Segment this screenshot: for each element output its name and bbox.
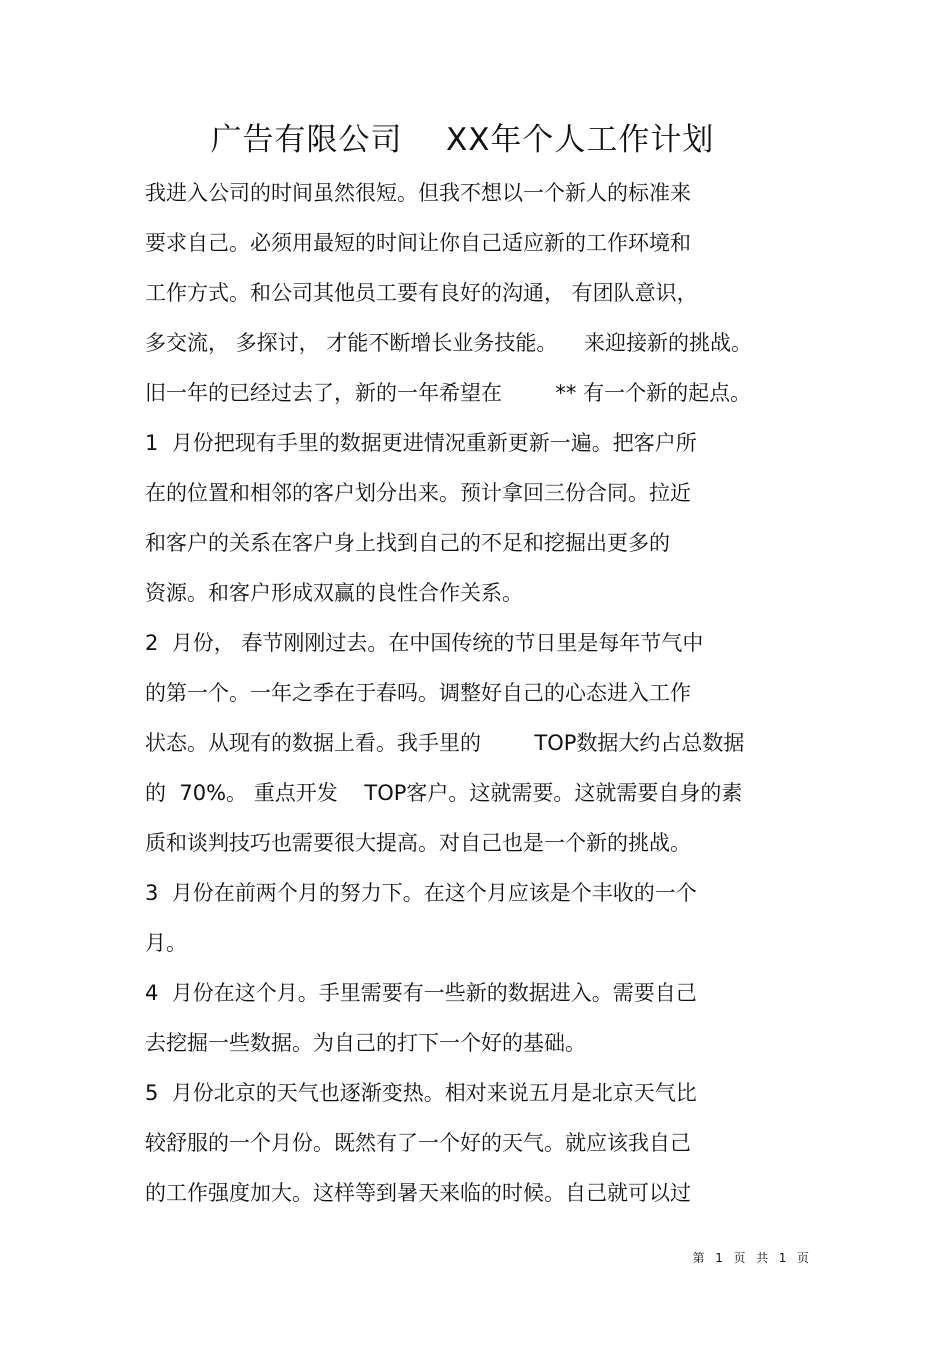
body-line: 5 月份北京的天气也逐渐变热。相对来说五月是北京天气比 <box>145 1081 697 1105</box>
body-line: 在的位置和相邻的客户划分出来。预计拿回三份合同。拉近 <box>145 481 691 505</box>
body-line: 工作方式。和公司其他员工要有良好的沟通， 有团队意识， <box>145 281 698 305</box>
body-line: 较舒服的一个月份。既然有了一个好的天气。就应该我自己 <box>145 1131 691 1155</box>
body-line: 资源。和客户形成双赢的良性合作关系。 <box>145 581 523 605</box>
body-line: 要求自己。必须用最短的时间让你自己适应新的工作环境和 <box>145 231 691 255</box>
body-line: 和客户的关系在客户身上找到自己的不足和挖掘出更多的 <box>145 531 670 555</box>
body-line: 的 70%。 重点开发 TOP客户。这就需要。这就需要自身的素 <box>145 781 743 805</box>
body-line: 3 月份在前两个月的努力下。在这个月应该是个丰收的一个 <box>145 881 697 905</box>
page-number: 第 1 页 共 1 页 <box>692 1251 810 1265</box>
body-line: 质和谈判技巧也需要很大提高。对自己也是一个新的挑战。 <box>145 831 691 855</box>
body-line: 的第一个。一年之季在于春吗。调整好自己的心态进入工作 <box>145 681 691 705</box>
body-line: 1 月份把现有手里的数据更进情况重新更新一遍。把客户所 <box>145 431 697 455</box>
body-line: 4 月份在这个月。手里需要有一些新的数据进入。需要自己 <box>145 981 697 1005</box>
document-body <box>145 168 825 1218</box>
document-title: 广告有限公司 XX年个人工作计划 <box>210 122 715 158</box>
body-line: 2 月份， 春节刚刚过去。在中国传统的节日里是每年节气中 <box>145 631 704 655</box>
body-line: 状态。从现有的数据上看。我手里的 TOP数据大约占总数据 <box>145 731 745 755</box>
body-line: 的工作强度加大。这样等到暑天来临的时候。自己就可以过 <box>145 1181 691 1205</box>
body-line: 月。 <box>145 931 187 955</box>
body-line: 我进入公司的时间虽然很短。但我不想以一个新人的标准来 <box>145 181 691 205</box>
body-line: 旧一年的已经过去了，新的一年希望在 ** 有一个新的起点。 <box>145 381 752 405</box>
body-line: 去挖掘一些数据。为自己的打下一个好的基础。 <box>145 1031 586 1055</box>
body-line: 多交流， 多探讨， 才能不断增长业务技能。 来迎接新的挑战。 <box>145 331 753 355</box>
